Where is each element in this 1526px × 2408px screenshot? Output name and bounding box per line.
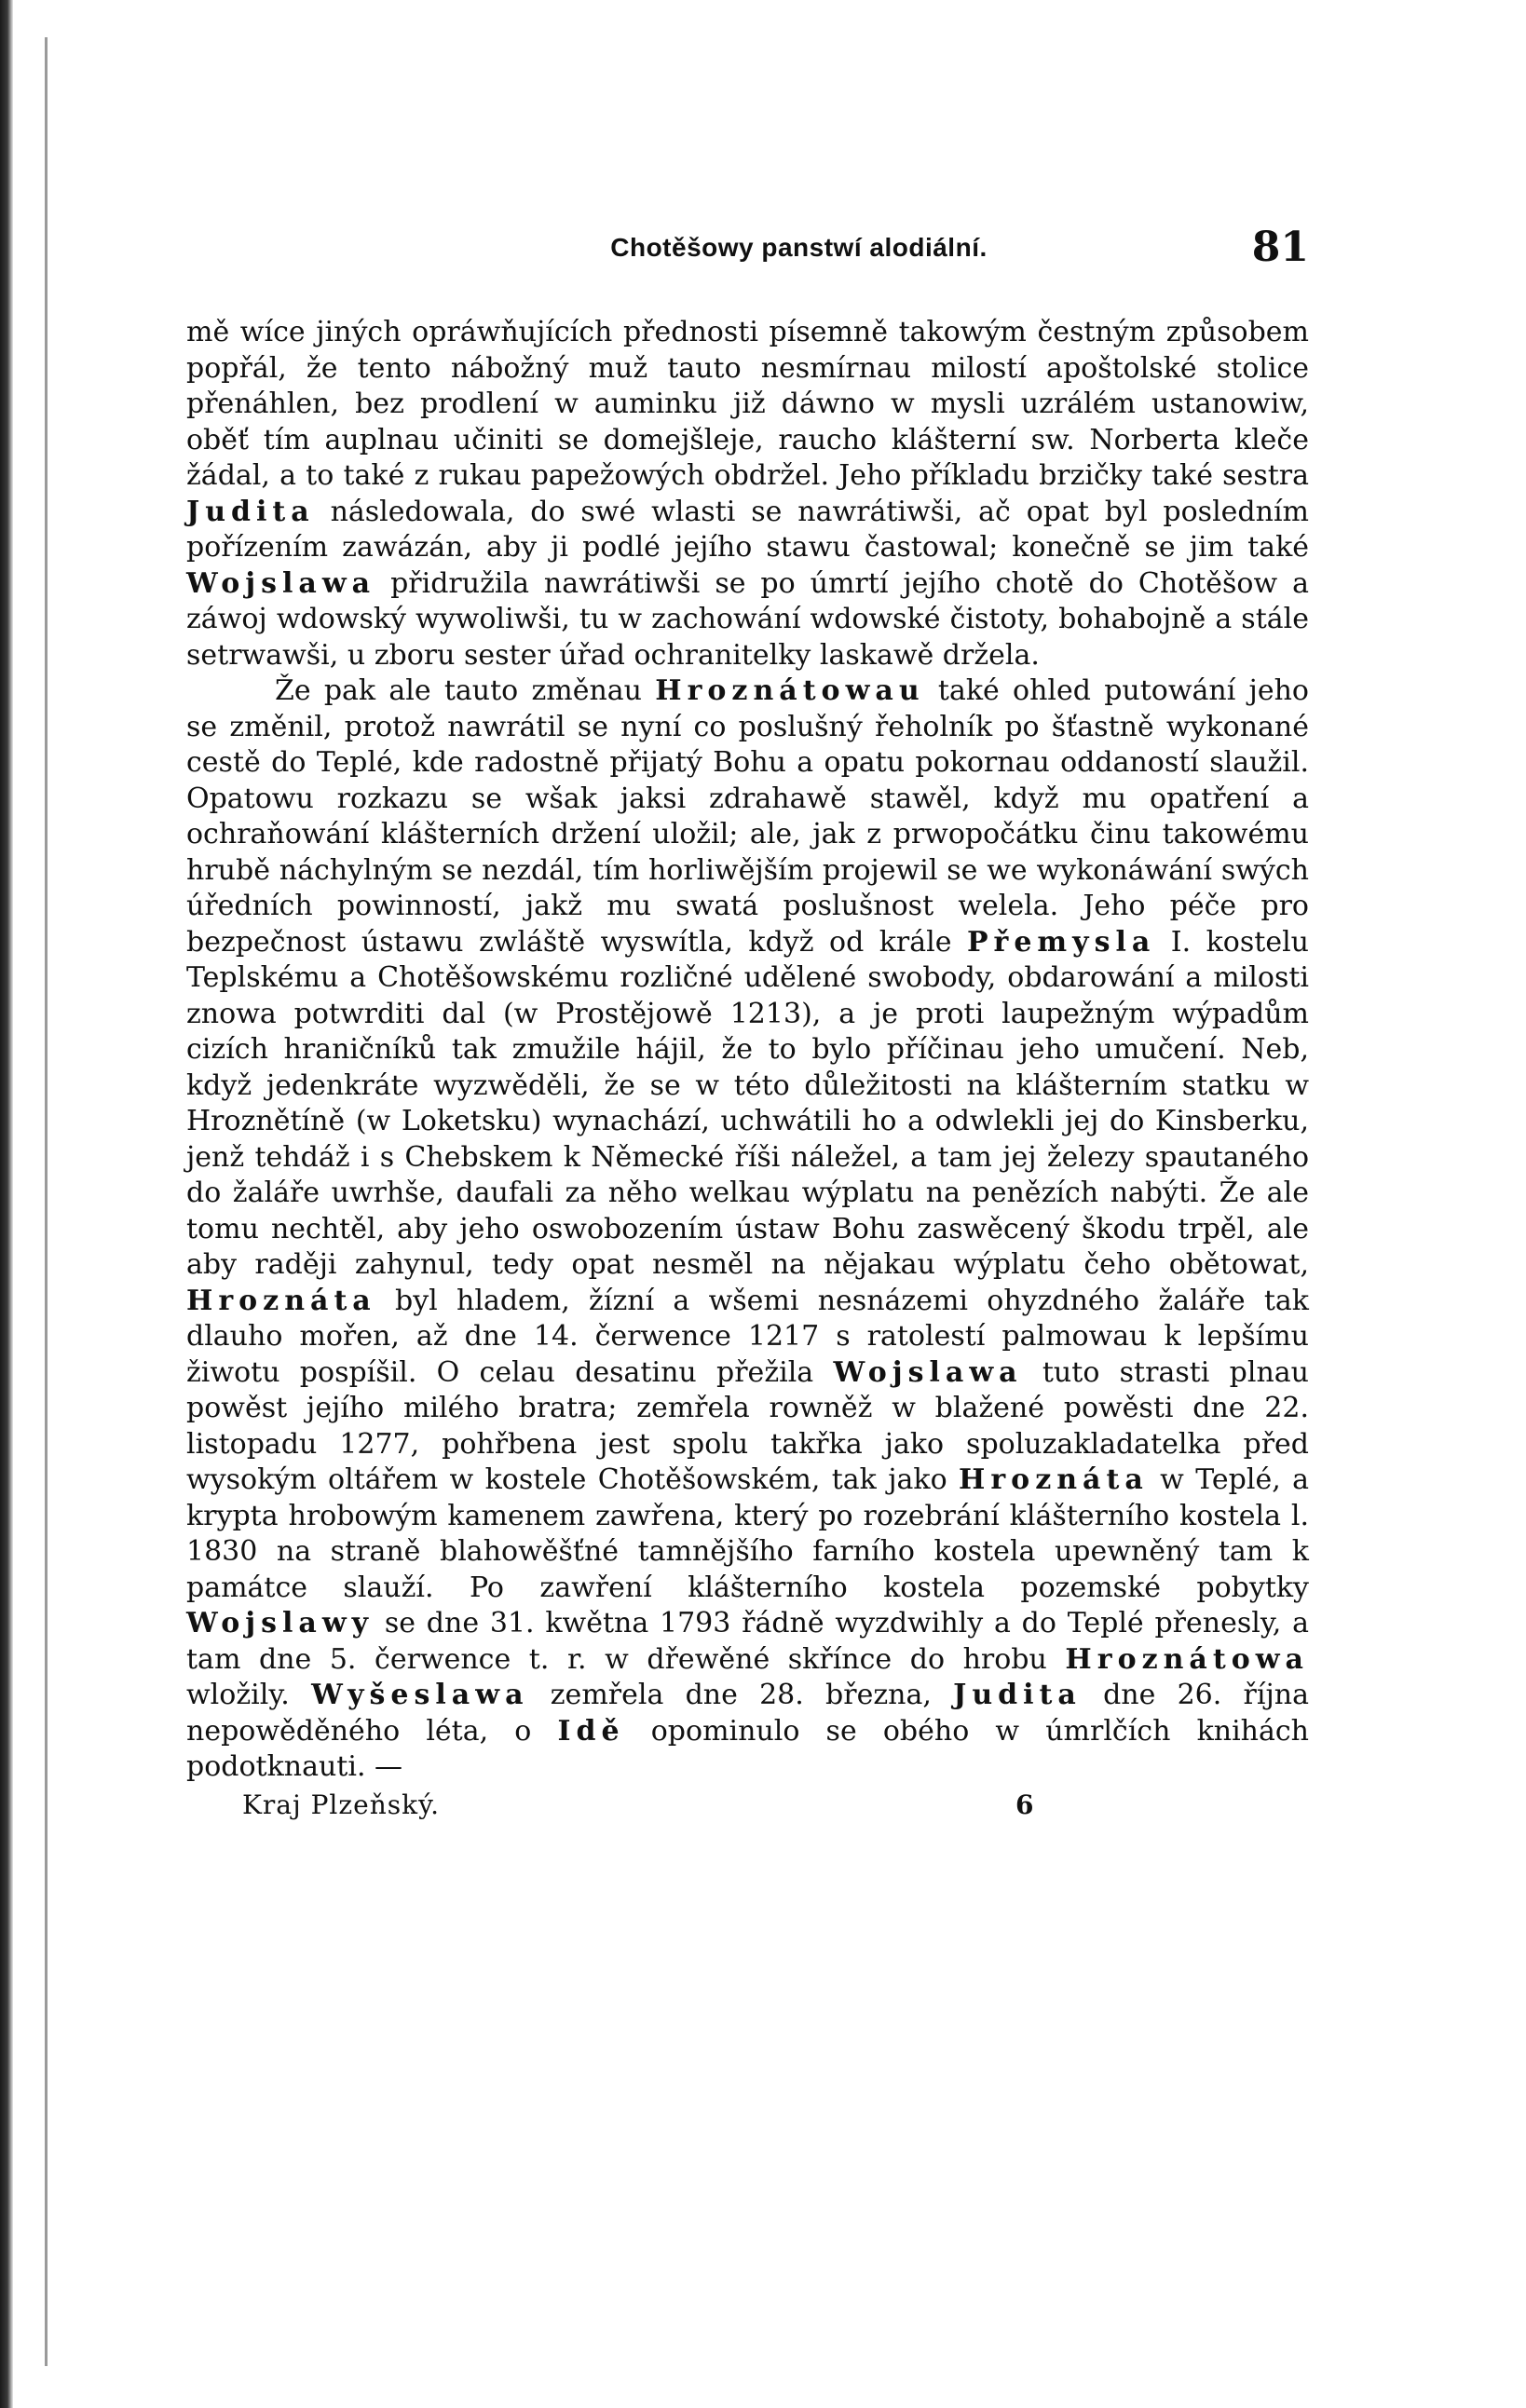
text-run: byl hladem, žízní a wšemi nesnázemi ohyzdného žaláře tak dlauho mořen, až dne 14. čerwence 1217 s ratolestí palmowau k lepšímu žiwotu pospíšil. O celau desatinu přežila	[186, 1284, 1309, 1389]
running-header	[186, 224, 1309, 289]
body-text	[186, 315, 1309, 1786]
spaced-name: Wojslawa	[833, 1355, 1023, 1389]
page-footer	[186, 1789, 1309, 1827]
spaced-name: Přemysla	[966, 925, 1156, 959]
spaced-name: Idě	[557, 1714, 625, 1748]
book-page	[186, 224, 1309, 2320]
spaced-name: Hroznátowau	[655, 674, 925, 707]
text-run: wložily.	[186, 1679, 312, 1711]
text-run: také ohled putowání jeho se změnil, protož nawrátil se nyní co poslušný řeholník po šťastně wykonané cestě do Teplé, kde radostně přijatý Bohu a opatu pokornau oddaností slaužil. Opatowu rozkazu se wšak jaksi zdrahawě stawěl, když mu opatření a ochraňowání klášterních držení uložil; ale, jak z prwopočátku činu takowému hrubě náchylným se nezdál, tím horliwějším projewil se we wykonáwání swých úředních powinností, jakž mu swatá poslušnost welela. Jeho péče pro bezpečnost ústawu zwláště wyswítla, když od krále	[186, 674, 1309, 959]
spaced-name: Wojslawy	[186, 1607, 375, 1639]
text-run: I. kostelu Teplskému a Chotěšowskému rozličné udělené swobody, obdarowání a milosti znowa potwrditi dal (w Prostějowě 1213), a je proti laupežným wýpadům cizích hraničníků tak zmužile hájil, že to bylo příčinau jeho umučení. Neb, když jedenkráte wyzwěděli, že se w této důležitosti na klášterním statku w Hroznětíně (w Loketsku) wynachází, uchwátili ho a odwlekli jej do Kinsberku, jenž tehdáž i s Chebskem k Německé říši náležel, a tam jej železy spautaného do žaláře uwrhše, daufali za něho welkau wýplatu na penězích nabýti. Že ale tomu nechtěl, aby jeho oswobozením ústaw Bohu zaswěcený škodu trpěl, ale aby raději zahynul, tedy opat nesměl na nějakau wýplatu čeho obětowat,	[186, 925, 1309, 1281]
text-run: tuto strasti plnau powěst jejího milého bratra; zemřela rowněž w blažené powěsti dne 22. listopadu 1277, pohřbena jest spolu takřka jako spoluzakladatelka před wysokým oltářem w kostele Chotěšowském, tak jako	[186, 1355, 1309, 1496]
binding-edge	[0, 0, 13, 2408]
paragraph	[186, 673, 1309, 1786]
paragraph	[186, 315, 1309, 673]
spaced-name: Wojslawa	[186, 566, 376, 600]
text-run: w Teplé, a krypta hrobowým kamenem zawřena, který po rozebrání klášterního kostela l. 1830 na straně blahowěšťné tamnějšího farního kostela upewněný tam k památce slauží. Po zawření klášterního kostela pozemské pobytky	[186, 1463, 1309, 1604]
text-run: Že pak ale tauto změnau	[275, 674, 656, 707]
spaced-name: Hroznátowa	[1065, 1642, 1309, 1676]
text-run: se dne 31. kwětna 1793 řádně wyzdwihly a do Teplé přenesly, a tam dne 5. čerwence t. r. w dřewěné skřínce do hrobu	[186, 1607, 1309, 1676]
sheet-number: 6	[1015, 1789, 1034, 1820]
spaced-name: Wyšeslawa	[311, 1679, 529, 1711]
page-fold-line	[45, 37, 48, 2366]
text-run: mě wíce jiných opráwňujících přednosti písemně takowým čestným způsobem popřál, že tento nábožný muž tauto nesmírnau milostí apoštolské stolice přenáhlen, bez prodlení w auminku již dáwno w mysli uzrálém ustanowiw, oběť tím auplnau učiniti se domejšleje, raucho klášterní sw. Norberta kleče žádal, a to také z rukau papežowých obdržel. Jeho příkladu brzičky také sestra	[186, 316, 1309, 492]
signature-mark: Kraj Plzeňský.	[242, 1789, 441, 1820]
text-run: zemřela dne 28. března,	[528, 1679, 954, 1711]
spaced-name: Hroznáta	[186, 1284, 376, 1317]
text-run: opominulo se obého w úmrlčích knihách podotknauti. —	[186, 1714, 1309, 1783]
spaced-name: Judita	[953, 1679, 1082, 1711]
page-number: 81	[1251, 224, 1309, 271]
text-run: dne 26. října nepowěděného léta, o	[186, 1679, 1309, 1748]
spaced-name: Hroznáta	[959, 1463, 1149, 1496]
text-run: následowala, do swé wlasti se nawrátiwši, ač opat byl posledním pořízením zawázán, aby ji podlé jejího stawu častowal; konečně se jim také	[186, 495, 1309, 564]
running-title: Chotěšowy panstwí alodiální.	[610, 233, 988, 262]
spaced-name: Judita	[186, 495, 315, 528]
text-run: přidružila nawrátiwši se po úmrtí jejího chotě do Chotěšow a záwoj wdowský wywoliwši, tu w zachowání wdowské čistoty, bohabojně a stále setrwawši, u zboru sester úřad ochranitelky laskawě držela.	[186, 566, 1309, 672]
